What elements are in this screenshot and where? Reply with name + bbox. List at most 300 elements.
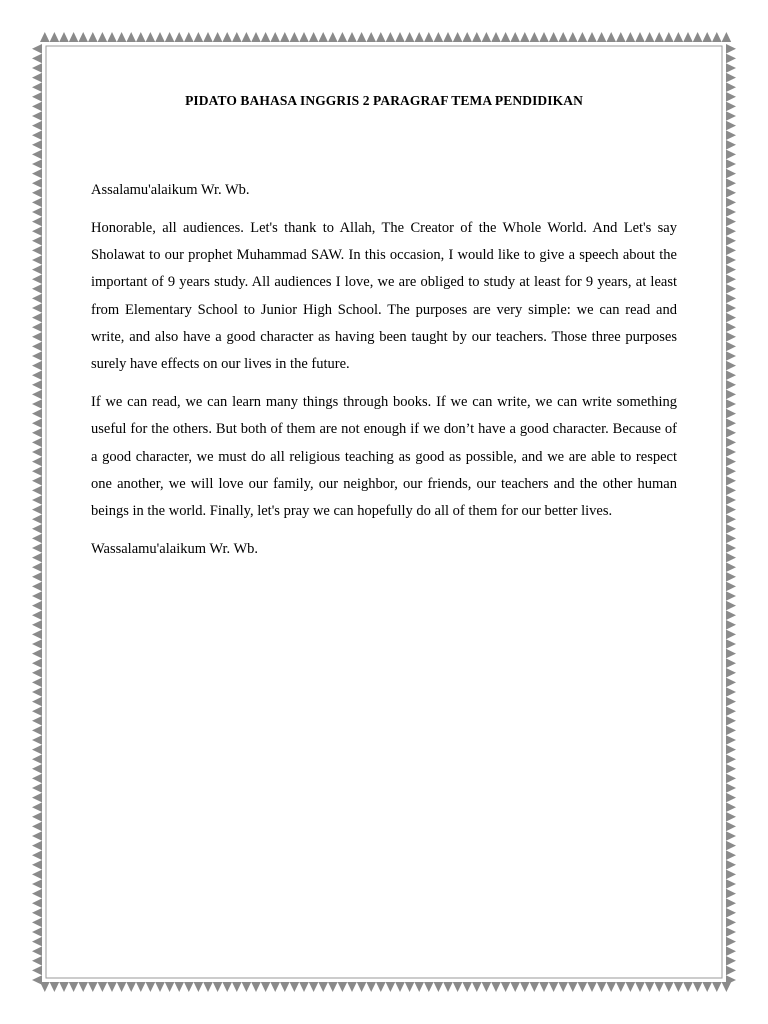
border-triangle-top [395,32,405,42]
border-triangle-top [539,32,549,42]
border-triangle-right [726,553,736,563]
border-triangle-right [726,409,736,419]
border-triangle-left [32,946,42,956]
border-triangle-right [726,620,736,630]
border-triangle-right [726,697,736,707]
border-triangle-bottom [69,982,79,992]
border-triangle-top [674,32,684,42]
border-triangle-left [32,658,42,668]
border-triangle-left [32,495,42,505]
border-triangle-left [32,63,42,73]
border-triangle-bottom [270,982,280,992]
border-triangle-top [78,32,88,42]
border-triangle-bottom [654,982,664,992]
border-triangle-right [726,937,736,947]
border-triangle-top [664,32,674,42]
border-triangle-left [32,966,42,976]
border-triangle-right [726,706,736,716]
border-triangle-right [726,140,736,150]
border-triangle-left [32,812,42,822]
border-triangle-top [645,32,655,42]
border-triangle-left [32,802,42,812]
border-triangle-top [165,32,175,42]
border-triangle-top [453,32,463,42]
border-triangle-left [32,54,42,64]
border-triangle-bottom [414,982,424,992]
border-triangle-right [726,716,736,726]
border-triangle-top [443,32,453,42]
border-triangle-right [726,198,736,208]
border-triangle-bottom [261,982,271,992]
border-triangle-left [32,390,42,400]
border-triangle-right [726,812,736,822]
border-triangle-right [726,159,736,169]
border-triangle-right [726,745,736,755]
border-triangle-bottom [88,982,98,992]
border-triangle-left [32,553,42,563]
document-title: PIDATO BAHASA INGGRIS 2 PARAGRAF TEMA PENDIDIKAN [185,93,583,108]
border-triangle-left [32,524,42,534]
border-triangle-bottom [98,982,108,992]
border-triangle-right [726,668,736,678]
border-triangle-bottom [539,982,549,992]
border-triangle-right [726,562,736,572]
border-triangle-left [32,44,42,54]
border-triangle-right [726,534,736,544]
border-triangle-right [726,678,736,688]
border-triangle-top [683,32,693,42]
border-triangle-bottom [107,982,117,992]
border-triangle-top [472,32,482,42]
border-triangle-top [424,32,434,42]
border-triangle-left [32,927,42,937]
border-triangle-top [222,32,232,42]
border-triangle-right [726,370,736,380]
border-triangle-right [726,822,736,832]
border-triangle-bottom [462,982,472,992]
border-triangle-right [726,274,736,284]
border-triangle-right [726,121,736,131]
border-triangle-bottom [59,982,69,992]
border-triangle-bottom [472,982,482,992]
border-triangle-bottom [126,982,136,992]
border-triangle-top [309,32,319,42]
border-triangle-left [32,236,42,246]
border-triangle-left [32,111,42,121]
border-triangle-right [726,735,736,745]
border-triangle-left [32,332,42,342]
border-triangle-right [726,591,736,601]
border-triangle-top [405,32,415,42]
border-triangle-bottom [664,982,674,992]
border-triangle-bottom [222,982,232,992]
border-triangle-bottom [568,982,578,992]
border-triangle-bottom [232,982,242,992]
border-triangle-right [726,956,736,966]
border-triangle-bottom [213,982,223,992]
border-triangle-left [32,428,42,438]
border-triangle-left [32,716,42,726]
border-triangle-bottom [453,982,463,992]
border-triangle-top [386,32,396,42]
border-triangle-bottom [117,982,127,992]
border-triangle-left [32,73,42,83]
border-triangle-top [462,32,472,42]
border-triangle-bottom [405,982,415,992]
border-triangle-left [32,313,42,323]
border-triangle-right [726,601,736,611]
border-triangle-right [726,44,736,54]
border-triangle-right [726,966,736,976]
border-triangle-right [726,524,736,534]
border-triangle-left [32,294,42,304]
border-triangle-left [32,543,42,553]
border-triangle-top [338,32,348,42]
border-triangle-right [726,82,736,92]
border-triangle-right [726,764,736,774]
closing-greeting: Wassalamu'alaikum Wr. Wb. [91,541,259,558]
border-triangle-bottom [328,982,338,992]
border-triangle-right [726,543,736,553]
border-triangle-bottom [309,982,319,992]
border-triangle-left [32,399,42,409]
border-triangle-left [32,572,42,582]
border-triangle-top [280,32,290,42]
border-triangle-bottom [242,982,252,992]
border-triangle-top [203,32,213,42]
border-triangle-right [726,946,736,956]
border-triangle-top [88,32,98,42]
border-triangle-bottom [395,982,405,992]
border-triangle-top [59,32,69,42]
border-triangle-left [32,121,42,131]
border-triangle-left [32,793,42,803]
border-triangle-top [270,32,280,42]
border-triangle-right [726,793,736,803]
border-triangle-bottom [318,982,328,992]
border-triangle-top [597,32,607,42]
border-triangle-right [726,754,736,764]
border-triangle-right [726,361,736,371]
border-triangle-right [726,783,736,793]
border-triangle-bottom [338,982,348,992]
border-triangle-bottom [194,982,204,992]
border-triangle-right [726,428,736,438]
border-triangle-left [32,447,42,457]
border-triangle-right [726,150,736,160]
border-triangle-bottom [616,982,626,992]
border-triangle-right [726,889,736,899]
border-triangle-right [726,841,736,851]
border-triangle-bottom [78,982,88,992]
border-triangle-top [722,32,732,42]
border-triangle-right [726,486,736,496]
border-triangle-right [726,908,736,918]
border-triangle-left [32,130,42,140]
border-triangle-bottom [155,982,165,992]
border-triangle-right [726,303,736,313]
border-triangle-left [32,822,42,832]
border-triangle-bottom [146,982,156,992]
border-triangle-bottom [549,982,559,992]
border-triangle-top [626,32,636,42]
border-triangle-left [32,956,42,966]
border-triangle-top [126,32,136,42]
border-triangle-bottom [434,982,444,992]
border-triangle-left [32,678,42,688]
border-triangle-right [726,447,736,457]
border-triangle-top [606,32,616,42]
border-triangle-bottom [491,982,501,992]
border-triangle-bottom [50,982,60,992]
border-triangle-right [726,918,736,928]
border-triangle-left [32,764,42,774]
border-triangle-top [290,32,300,42]
border-triangle-left [32,908,42,918]
border-triangle-right [726,178,736,188]
border-triangle-bottom [606,982,616,992]
border-triangle-right [726,399,736,409]
border-triangle-left [32,198,42,208]
border-triangle-top [491,32,501,42]
border-triangle-right [726,466,736,476]
border-triangle-left [32,831,42,841]
border-triangle-right [726,342,736,352]
border-triangle-right [726,514,736,524]
border-triangle-left [32,582,42,592]
border-triangle-left [32,591,42,601]
border-triangle-bottom [702,982,712,992]
border-triangle-top [50,32,60,42]
border-triangle-left [32,274,42,284]
border-triangle-top [98,32,108,42]
border-triangle-right [726,226,736,236]
border-triangle-bottom [510,982,520,992]
border-triangle-left [32,351,42,361]
border-triangle-right [726,582,736,592]
border-triangle-left [32,380,42,390]
border-triangle-top [69,32,79,42]
border-triangle-left [32,898,42,908]
border-triangle-left [32,649,42,659]
border-triangle-left [32,217,42,227]
border-triangle-bottom [693,982,703,992]
border-triangle-top [155,32,165,42]
border-triangle-left [32,207,42,217]
border-triangle-bottom [443,982,453,992]
border-triangle-left [32,745,42,755]
border-triangle-right [726,294,736,304]
border-triangle-bottom [184,982,194,992]
border-triangle-bottom [674,982,684,992]
border-triangle-top [654,32,664,42]
border-triangle-right [726,505,736,515]
border-triangle-bottom [251,982,261,992]
border-triangle-right [726,236,736,246]
border-triangle-bottom [290,982,300,992]
border-triangle-top [366,32,376,42]
border-triangle-right [726,418,736,428]
border-triangle-top [549,32,559,42]
border-triangle-top [501,32,511,42]
border-triangle-left [32,92,42,102]
border-triangle-right [726,649,736,659]
border-triangle-left [32,697,42,707]
border-triangle-left [32,610,42,620]
border-triangle-left [32,178,42,188]
border-triangle-right [726,188,736,198]
border-triangle-left [32,169,42,179]
border-triangle-bottom [366,982,376,992]
border-triangle-left [32,514,42,524]
opening-greeting: Assalamu'alaikum Wr. Wb. [91,182,250,198]
border-triangle-right [726,207,736,217]
border-triangle-top [558,32,568,42]
border-triangle-bottom [520,982,530,992]
border-triangle-bottom [635,982,645,992]
border-triangle-right [726,860,736,870]
border-triangle-left [32,370,42,380]
border-triangle-left [32,418,42,428]
border-triangle-left [32,265,42,275]
border-triangle-right [726,284,736,294]
border-triangle-right [726,850,736,860]
border-triangle-bottom [174,982,184,992]
border-triangle-right [726,351,736,361]
border-triangle-top [261,32,271,42]
border-triangle-left [32,726,42,736]
border-triangle-top [242,32,252,42]
border-triangle-top [174,32,184,42]
border-triangle-left [32,409,42,419]
border-triangle-right [726,658,736,668]
border-triangle-bottom [645,982,655,992]
border-triangle-right [726,111,736,121]
border-triangle-top [578,32,588,42]
border-triangle-right [726,687,736,697]
border-triangle-right [726,879,736,889]
border-triangle-top [482,32,492,42]
border-triangle-left [32,918,42,928]
border-triangle-top [693,32,703,42]
border-triangle-top [616,32,626,42]
border-triangle-right [726,870,736,880]
border-triangle-right [726,927,736,937]
border-triangle-right [726,332,736,342]
border-triangle-right [726,92,736,102]
border-triangle-bottom [578,982,588,992]
border-triangle-top [40,32,50,42]
border-triangle-right [726,802,736,812]
border-triangle-top [520,32,530,42]
border-triangle-top [376,32,386,42]
border-triangle-left [32,754,42,764]
border-triangle-left [32,870,42,880]
border-triangle-top [194,32,204,42]
border-triangle-left [32,255,42,265]
border-triangle-left [32,246,42,256]
border-triangle-bottom [597,982,607,992]
border-triangle-right [726,898,736,908]
border-triangle-bottom [501,982,511,992]
border-triangle-left [32,457,42,467]
border-triangle-right [726,457,736,467]
border-triangle-right [726,246,736,256]
border-triangle-right [726,639,736,649]
border-triangle-left [32,303,42,313]
border-triangle-top [712,32,722,42]
border-triangle-bottom [558,982,568,992]
border-triangle-left [32,505,42,515]
border-triangle-top [107,32,117,42]
border-triangle-left [32,889,42,899]
border-triangle-left [32,102,42,112]
border-triangle-bottom [347,982,357,992]
border-triangle-left [32,159,42,169]
border-triangle-bottom [357,982,367,992]
border-triangle-left [32,668,42,678]
border-triangle-left [32,879,42,889]
border-triangle-left [32,534,42,544]
border-triangle-left [32,774,42,784]
border-triangle-left [32,937,42,947]
border-triangle-bottom [299,982,309,992]
border-triangle-left [32,630,42,640]
border-triangle-right [726,313,736,323]
border-triangle-left [32,639,42,649]
border-triangle-right [726,495,736,505]
border-triangle-top [117,32,127,42]
border-triangle-left [32,188,42,198]
border-triangle-top [635,32,645,42]
border-triangle-right [726,322,736,332]
border-triangle-right [726,217,736,227]
border-triangle-bottom [587,982,597,992]
border-triangle-top [434,32,444,42]
border-triangle-right [726,73,736,83]
border-triangle-top [702,32,712,42]
border-triangle-bottom [424,982,434,992]
border-triangle-left [32,841,42,851]
paragraph-2: If we can read, we can learn many things through books. If we can write, we can write something useful for the others. But both of them are not enough if we don’t have a good character. Because of a good character, we must do all religious teaching as good as possible, and we are able to respect one another, we will love our family, our neighbor, our friends, our teachers and the other human beings in the world. Finally, let's pray we can hopefully do all of them for our better lives. [91,394,677,520]
border-triangle-top [299,32,309,42]
border-triangle-right [726,380,736,390]
border-triangle-top [318,32,328,42]
border-triangle-bottom [280,982,290,992]
border-triangle-left [32,150,42,160]
border-triangle-top [568,32,578,42]
border-triangle-left [32,850,42,860]
border-triangle-bottom [530,982,540,992]
border-triangle-left [32,706,42,716]
border-triangle-right [726,572,736,582]
border-triangle-right [726,610,736,620]
border-triangle-left [32,342,42,352]
border-triangle-left [32,361,42,371]
border-triangle-right [726,54,736,64]
border-triangle-left [32,466,42,476]
border-triangle-left [32,226,42,236]
border-triangle-right [726,831,736,841]
border-triangle-bottom [626,982,636,992]
border-triangle-right [726,390,736,400]
border-triangle-left [32,620,42,630]
border-triangle-left [32,284,42,294]
border-triangle-bottom [482,982,492,992]
border-triangle-right [726,169,736,179]
border-triangle-right [726,975,736,985]
border-triangle-left [32,438,42,448]
